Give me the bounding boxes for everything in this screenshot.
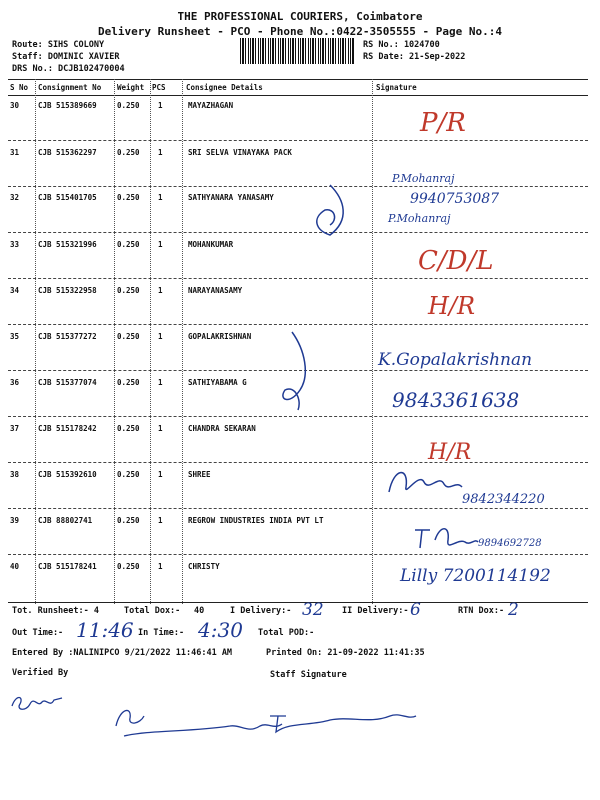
row-divider xyxy=(8,232,588,233)
row-sno: 32 xyxy=(10,193,20,202)
handwritten-phone: 9940753087 xyxy=(410,191,500,207)
row-weight: 0.250 xyxy=(117,424,140,433)
handwritten-signature: K.Gopalakrishnan xyxy=(378,350,533,370)
col-signature: Signature xyxy=(376,83,417,92)
in-time-label: In Time:- xyxy=(138,628,185,638)
i-delivery-value: 32 xyxy=(302,600,324,620)
handwritten-signature: Lilly 7200114192 xyxy=(400,566,551,586)
row-consignee: MAYAZHAGAN xyxy=(188,101,234,110)
row-consignment: CJB 515362297 xyxy=(38,148,97,157)
row-consignment: CJB 515321996 xyxy=(38,240,97,249)
row-divider xyxy=(8,278,588,279)
row-weight: 0.250 xyxy=(117,562,140,571)
handwritten-status: H/R xyxy=(428,440,472,465)
printed-on: Printed On: 21-09-2022 11:41:35 xyxy=(266,648,425,658)
row-sno: 33 xyxy=(10,240,20,249)
row-sno: 35 xyxy=(10,332,20,341)
row-sno: 34 xyxy=(10,286,20,295)
total-dox-label: Total Dox:- xyxy=(124,606,181,616)
row-divider xyxy=(8,140,588,141)
row-weight: 0.250 xyxy=(117,240,140,249)
column-divider xyxy=(114,79,115,604)
handwritten-name: P.Mohanraj xyxy=(388,212,451,225)
row-consignee: SATHYANARA YANASAMY xyxy=(188,193,274,202)
row-sno: 36 xyxy=(10,378,20,387)
row-consignee: NARAYANASAMY xyxy=(188,286,243,295)
table-top-rule xyxy=(8,79,588,80)
handwritten-name: P.Mohanraj xyxy=(392,172,455,185)
route-label: Route: SIHS COLONY xyxy=(12,40,105,50)
handwritten-phone: 9894692728 xyxy=(478,538,542,549)
row-consignee: REGROW INDUSTRIES INDIA PVT LT xyxy=(188,516,324,525)
row-weight: 0.250 xyxy=(117,332,140,341)
verified-by-label: Verified By xyxy=(12,668,69,678)
column-divider xyxy=(150,79,151,604)
rtn-dox-label: RTN Dox:- xyxy=(458,606,505,616)
col-sno: S No xyxy=(10,83,29,92)
rs-number: RS No.: 1024700 xyxy=(363,40,440,50)
tot-runsheet: Tot. Runsheet:- 4 xyxy=(12,606,99,616)
column-divider xyxy=(182,79,183,604)
handwritten-phone: 9843361638 xyxy=(392,388,520,412)
row-weight: 0.250 xyxy=(117,148,140,157)
row-consignee: SHREE xyxy=(188,470,211,479)
ii-delivery-value: 6 xyxy=(410,600,421,620)
row-pcs: 1 xyxy=(158,101,163,110)
row-sno: 38 xyxy=(10,470,20,479)
row-sno: 40 xyxy=(10,562,20,571)
row-pcs: 1 xyxy=(158,424,163,433)
row-pcs: 1 xyxy=(158,470,163,479)
row-consignment: CJB 515178242 xyxy=(38,424,97,433)
handwritten-signature-mark xyxy=(300,180,360,240)
row-consignment: CJB 88802741 xyxy=(38,516,93,525)
table-bottom-rule xyxy=(8,602,588,603)
drs-number: DRS No.: DCJB102470004 xyxy=(12,64,125,74)
ii-delivery-label: II Delivery:- xyxy=(342,606,409,616)
entered-by: Entered By :NALINIPCO 9/21/2022 11:46:41 AM xyxy=(12,648,233,658)
document-subtitle: Delivery Runsheet - PCO - Phone No.:0422-3505555 - Page No.:4 xyxy=(98,25,502,38)
row-consignment: CJB 515178241 xyxy=(38,562,97,571)
staff-signature xyxy=(110,696,420,746)
row-divider xyxy=(8,324,588,325)
row-consignment: CJB 515322958 xyxy=(38,286,97,295)
total-pod-label: Total POD:- xyxy=(258,628,315,638)
handwritten-signature-mark xyxy=(410,520,480,555)
row-pcs: 1 xyxy=(158,193,163,202)
row-consignee: GOPALAKRISHNAN xyxy=(188,332,252,341)
row-sno: 39 xyxy=(10,516,20,525)
row-weight: 0.250 xyxy=(117,470,140,479)
staff-signature-label: Staff Signature xyxy=(270,670,347,680)
row-sno: 37 xyxy=(10,424,20,433)
handwritten-status: C/D/L xyxy=(418,246,494,276)
row-consignment: CJB 515377272 xyxy=(38,332,97,341)
row-weight: 0.250 xyxy=(117,101,140,110)
column-divider xyxy=(372,79,373,604)
rtn-dox-value: 2 xyxy=(508,600,519,620)
row-consignment: CJB 515392610 xyxy=(38,470,97,479)
row-pcs: 1 xyxy=(158,562,163,571)
table-header-rule xyxy=(8,95,588,96)
row-sno: 31 xyxy=(10,148,20,157)
barcode xyxy=(240,38,355,64)
row-weight: 0.250 xyxy=(117,286,140,295)
column-divider xyxy=(35,79,36,604)
in-time-value: 4:30 xyxy=(198,618,243,642)
out-time-label: Out Time:- xyxy=(12,628,64,638)
row-pcs: 1 xyxy=(158,240,163,249)
row-consignee: SRI SELVA VINAYAKA PACK xyxy=(188,148,292,157)
col-weight: Weight xyxy=(117,83,145,92)
verifier-signature xyxy=(8,686,68,716)
handwritten-signature-mark xyxy=(384,462,464,502)
row-consignment: CJB 515389669 xyxy=(38,101,97,110)
total-dox-value: 40 xyxy=(194,606,205,616)
row-consignment: CJB 515377074 xyxy=(38,378,97,387)
handwritten-phone: 9842344220 xyxy=(462,492,545,507)
col-pcs: PCS xyxy=(152,83,166,92)
row-divider xyxy=(8,462,588,463)
row-consignee: CHRISTY xyxy=(188,562,220,571)
row-consignee: MOHANKUMAR xyxy=(188,240,234,249)
row-weight: 0.250 xyxy=(117,193,140,202)
row-pcs: 1 xyxy=(158,148,163,157)
row-pcs: 1 xyxy=(158,286,163,295)
document-title: THE PROFESSIONAL COURIERS, Coimbatore xyxy=(177,10,423,23)
row-consignee: CHANDRA SEKARAN xyxy=(188,424,256,433)
i-delivery-label: I Delivery:- xyxy=(230,606,292,616)
row-pcs: 1 xyxy=(158,516,163,525)
row-divider xyxy=(8,416,588,417)
row-sno: 30 xyxy=(10,101,20,110)
row-consignment: CJB 515401705 xyxy=(38,193,97,202)
handwritten-signature-mark xyxy=(270,330,330,415)
staff-label: Staff: DOMINIC XAVIER xyxy=(12,52,120,62)
row-pcs: 1 xyxy=(158,332,163,341)
row-divider xyxy=(8,508,588,509)
row-divider xyxy=(8,186,588,187)
row-pcs: 1 xyxy=(158,378,163,387)
handwritten-status: H/R xyxy=(428,292,476,320)
row-weight: 0.250 xyxy=(117,516,140,525)
out-time-value: 11:46 xyxy=(76,618,134,642)
row-consignee: SATHIYABAMA G xyxy=(188,378,247,387)
col-consignee: Consignee Details xyxy=(186,83,263,92)
row-divider xyxy=(8,554,588,555)
rs-date: RS Date: 21-Sep-2022 xyxy=(363,52,466,62)
col-consignment: Consignment No xyxy=(38,83,102,92)
row-weight: 0.250 xyxy=(117,378,140,387)
handwritten-status: P/R xyxy=(420,108,466,138)
